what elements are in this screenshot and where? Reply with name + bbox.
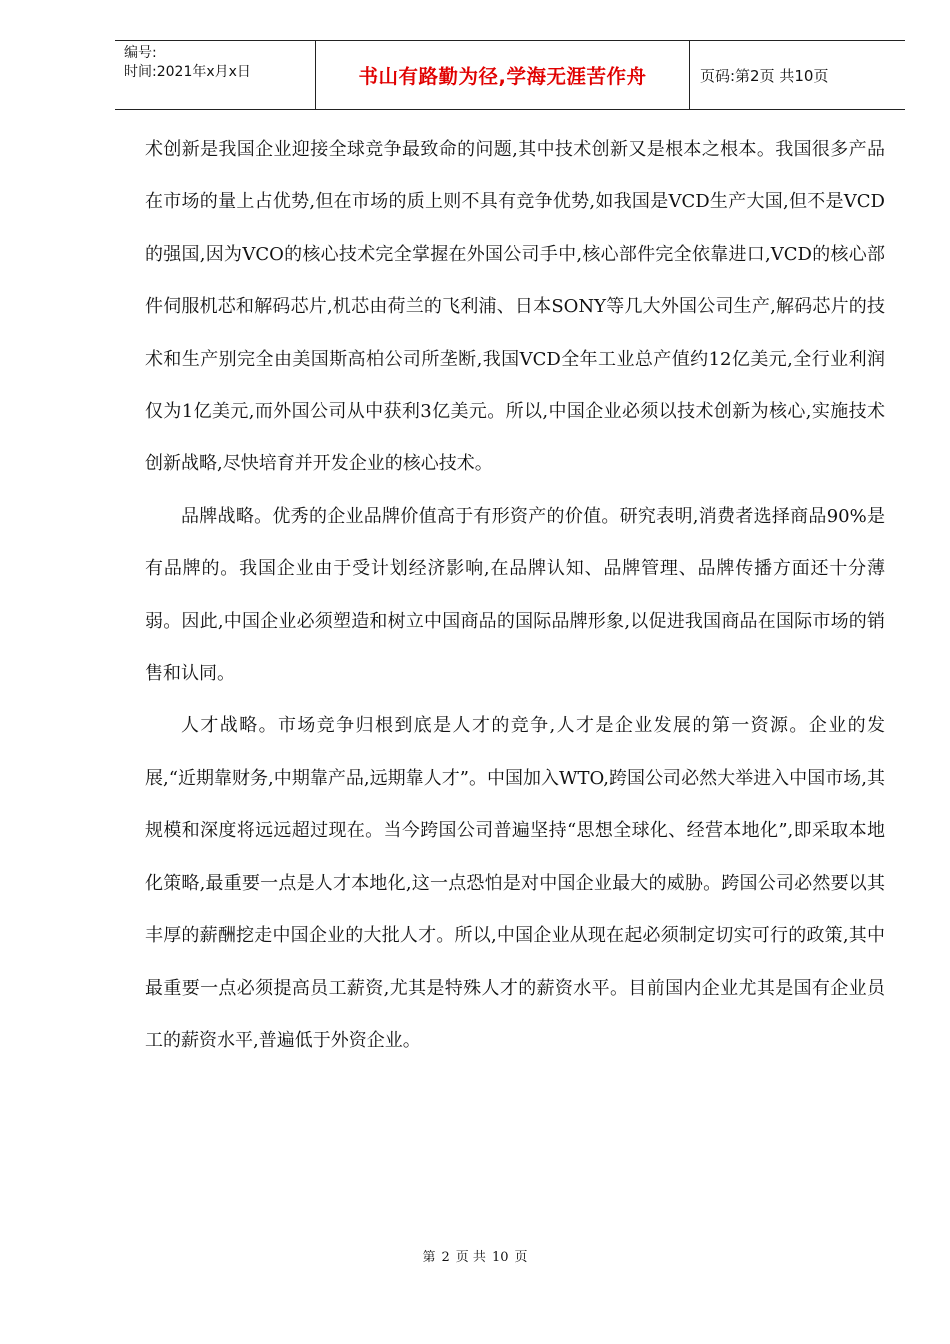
footer-page-number: 2 — [441, 1250, 450, 1265]
footer-suffix: 页 — [514, 1250, 528, 1265]
page-footer — [0, 1246, 950, 1265]
header-meta-cell — [115, 41, 316, 109]
document-number: 编号: — [124, 45, 157, 61]
paragraph-talent-strategy: 人才战略。市场竞争归根到底是人才的竞争,人才是企业发展的第一资源。企业的发展,“近期靠财务,中期靠产品,远期靠人才”。中国加入WTO,跨国公司必然大举进入中国市场,其规模和深度将远远超过现在。当今跨国公司普遍坚持“思想全球化、经营本地化”,即采取本地化策略,最重要一点是人才本地化,这一点恐怕是对中国企业最大的威胁。跨国公司必然要以其丰厚的薪酬挖走中国企业的大批人才。所以,中国企业从现在起必须制定切实可行的政策,其中最重要一点必须提高员工薪资,尤其是特殊人才的薪资水平。目前国内企业尤其是国有企业员工的薪资水平,普遍低于外资企业。 — [145, 715, 885, 1051]
header-page-info: 页码:第2页 共10页 — [700, 66, 829, 85]
footer-prefix: 第 — [422, 1250, 436, 1265]
document-time: 时间:2021年x月x日 — [124, 64, 251, 80]
paragraph-tech-innovation: 术创新是我国企业迎接全球竞争最致命的问题,其中技术创新又是根本之根本。我国很多产品在市场的量上占优势,但在市场的质上则不具有竞争优势,如我国是VCD生产大国,但不是VCD的强国,因为VCO的核心技术完全掌握在外国公司手中,核心部件完全依靠进口,VCD的核心部件伺服机芯和解码芯片,机芯由荷兰的飞利浦、日本SONY等几大外国公司生产,解码芯片的技术和生产别完全由美国斯高柏公司所垄断,我国VCD全年工业总产值约12亿美元,全行业利润仅为1亿美元,而外国公司从中获利3亿美元。所以,中国企业必须以技术创新为核心,实施技术创新战略,尽快培育并开发企业的核心技术。 — [145, 139, 885, 475]
footer-middle: 页 共 — [455, 1250, 486, 1265]
header-motto: 书山有路勤为径,学海无涯苦作舟 — [316, 41, 690, 109]
page-header — [115, 40, 905, 110]
document-body — [145, 124, 885, 1067]
footer-total-pages: 10 — [491, 1250, 509, 1265]
paragraph-brand-strategy: 品牌战略。优秀的企业品牌价值高于有形资产的价值。研究表明,消费者选择商品90%是有品牌的。我国企业由于受计划经济影响,在品牌认知、品牌管理、品牌传播方面还十分薄弱。因此,中国企业必须塑造和树立中国商品的国际品牌形象,以促进我国商品在国际市场的销售和认同。 — [145, 505, 885, 685]
